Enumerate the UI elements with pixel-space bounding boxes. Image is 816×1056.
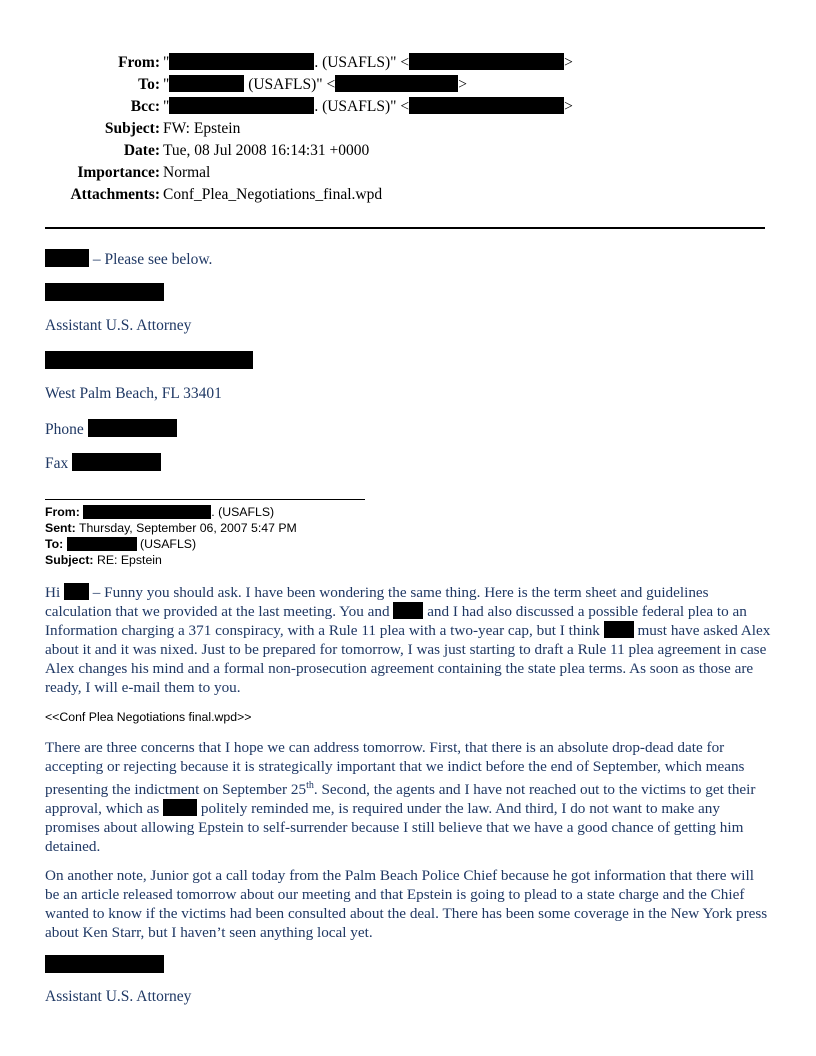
forward-divider <box>45 499 365 500</box>
redaction <box>604 621 634 638</box>
date-value: Tue, 08 Jul 2008 16:14:31 +0000 <box>163 142 370 159</box>
fwd-subject-row <box>45 552 297 568</box>
fwd-sent-value: Thursday, September 06, 2007 5:47 PM <box>78 521 297 535</box>
redaction-signature-name <box>45 955 164 973</box>
redaction <box>409 97 564 114</box>
p2-text-b: . Second, the agents and I have not reached out to the victims to get their approval, which as <box>45 781 756 818</box>
redaction <box>169 75 244 92</box>
body-paragraph-2 <box>45 738 771 856</box>
sender-title: Assistant U.S. Attorney <box>45 317 192 334</box>
bcc-value: . (USAFLS)" < <box>314 98 410 115</box>
to-row <box>0 74 816 96</box>
redaction <box>72 453 161 471</box>
fwd-to-label: To: <box>45 537 64 551</box>
p2-text-c: politely reminded me, is required under the law. And third, I do not want to make any promises about allowing Epstein to self-surrender because I still believe that we have a good chance of getting him detained. <box>45 800 744 856</box>
body-paragraph-3: On another note, Junior got a call today from the Palm Beach Police Chief because he got information that there will be an article released tomorrow about our meeting and that Epstein is going to plead to a state charge and the Chief wanted to know if the victims had been consulted about the deal. There has been some coverage in the New York press about Ken Starr, but I haven’t seen anything local yet. <box>45 867 768 941</box>
from-value: . (USAFLS)" < <box>314 54 410 71</box>
header-divider <box>45 227 765 229</box>
body-paragraph-1 <box>45 583 771 697</box>
redaction-sender-name <box>45 283 164 301</box>
p2-superscript: th <box>306 780 314 791</box>
bcc-close: > <box>564 98 573 115</box>
fwd-sent-row <box>45 520 297 536</box>
redaction <box>67 537 137 551</box>
p1-text-b: – Funny you should ask. I have been wondering the same thing. Here is the term sheet and guidelines calculation that we provided at the last meeting. You and <box>45 584 709 620</box>
fwd-from-row <box>45 504 297 520</box>
date-label: Date: <box>123 142 160 159</box>
p2-text-a: There are three concerns that I hope we can address tomorrow. First, that there is an absolute drop-dead date for accepting or rejecting because it is strategically important that we indict before the end of September, which means presenting the indictment on September 25 <box>45 739 745 799</box>
redaction <box>88 419 177 437</box>
redaction <box>393 602 423 619</box>
bcc-label: Bcc: <box>130 98 160 115</box>
subject-value: FW: Epstein <box>163 120 241 137</box>
fax-line <box>45 453 161 473</box>
email-header <box>0 52 816 206</box>
greeting-text: – Please see below. <box>89 251 213 268</box>
fwd-subject-value: RE: Epstein <box>96 553 162 567</box>
fwd-sent-label: Sent: <box>45 521 76 535</box>
fwd-to-value: (USAFLS) <box>136 537 197 551</box>
redaction-address <box>45 351 253 369</box>
importance-value: Normal <box>163 164 211 181</box>
attachments-label: Attachments: <box>70 186 160 203</box>
to-value: (USAFLS)" < <box>244 76 336 93</box>
redaction <box>64 583 89 600</box>
redaction <box>45 249 89 267</box>
fwd-to-row <box>45 536 297 552</box>
greeting-line <box>45 249 212 269</box>
from-close: > <box>564 54 573 71</box>
redaction <box>335 75 458 92</box>
p1-text-d: must have asked Alex about it and it was nixed. Just to be prepared for tomorrow, I was just starting to draft a Rule 11 plea agreement in case Alex changes his mind and a formal non-prosecution agreement containing the state plea terms. As soon as those are ready, I will e-mail them to you. <box>45 622 771 696</box>
forwarded-header <box>45 504 297 568</box>
fwd-from-label: From: <box>45 505 80 519</box>
date-row <box>0 140 816 162</box>
importance-label: Importance: <box>77 164 160 181</box>
subject-row <box>0 118 816 140</box>
p1-text-c: and I had also discussed a possible federal plea to an Information charging a 371 conspiracy, with a Rule 11 plea with a two-year cap, but I think <box>45 603 747 639</box>
redaction <box>163 799 197 816</box>
redaction <box>83 505 211 519</box>
from-quote: " <box>163 54 170 71</box>
sender-city: West Palm Beach, FL 33401 <box>45 385 222 402</box>
fax-label: Fax <box>45 455 69 472</box>
to-close: > <box>458 76 467 93</box>
fwd-subject-label: Subject: <box>45 553 94 567</box>
subject-label: Subject: <box>104 120 160 137</box>
redaction <box>409 53 564 70</box>
bcc-row <box>0 96 816 118</box>
redaction <box>169 97 314 114</box>
from-label: From: <box>118 54 160 71</box>
to-quote: " <box>163 76 170 93</box>
attachment-reference[interactable]: <<Conf Plea Negotiations final.wpd>> <box>45 710 252 724</box>
bcc-quote: " <box>163 98 170 115</box>
attachment-link[interactable]: Conf_Plea_Negotiations_final.wpd <box>163 186 383 203</box>
from-row <box>0 52 816 74</box>
fwd-from-value: . (USAFLS) <box>211 505 275 519</box>
attachments-row <box>0 184 816 206</box>
to-label: To: <box>138 76 160 93</box>
importance-row <box>0 162 816 184</box>
phone-label: Phone <box>45 421 84 438</box>
redaction <box>169 53 314 70</box>
phone-line <box>45 419 177 439</box>
signature-title: Assistant U.S. Attorney <box>45 988 192 1005</box>
p1-text-a: Hi <box>45 584 64 601</box>
